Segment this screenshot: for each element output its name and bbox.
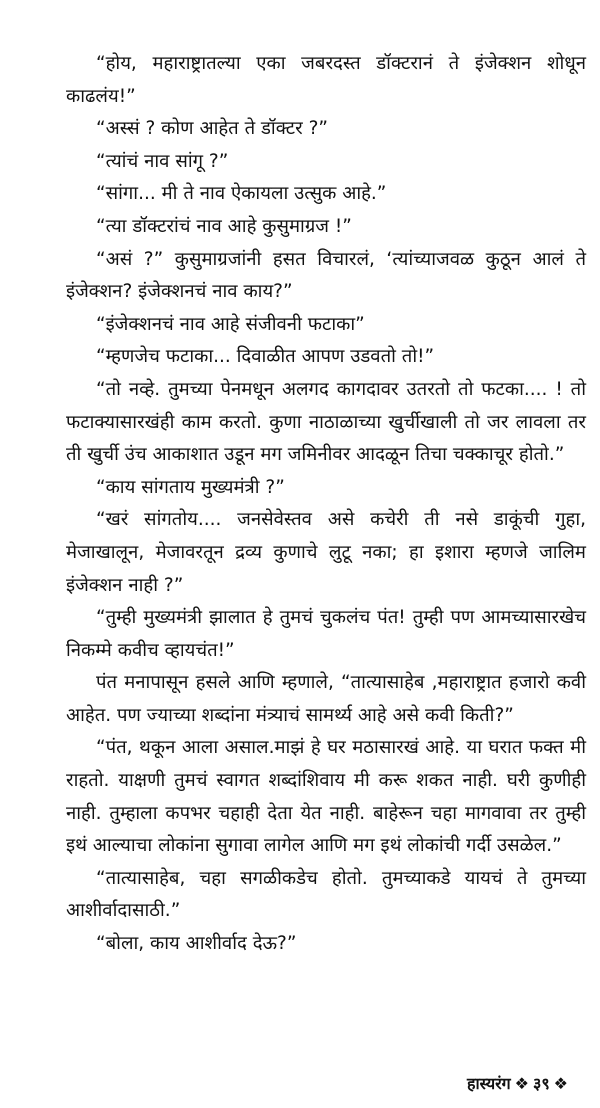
paragraph: “इंजेक्शनचं नाव आहे संजीवनी फटाका” <box>96 313 365 335</box>
paragraph: “म्हणजेच फटाका... दिवाळीत आपण उडवतो तो!” <box>96 346 435 368</box>
paragraph: “तुम्ही मुख्यमंत्री झालात हे तुमचं चुकलंच पंत! तुम्ही पण आमच्यासारखेच निकम्मे कवीच व्हायचंत!” <box>66 607 586 661</box>
paragraph: “अस्सं ? कोण आहेत ते डॉक्टर ?” <box>96 118 328 140</box>
paragraph: “तात्यासाहेब, चहा सगळीकडेच होतो. तुमच्याकडे यायचं ते तुमच्या आशीर्वादासाठी.” <box>66 867 586 922</box>
paragraph: “पंत, थकून आला असाल.माझं हे घर मठासारखं आहे. या घरात फक्त मी राहतो. याक्षणी तुमचं स्वागत शब्दांशिवाय मी करू शकत नाही. घरी कुणीही नाही. तुम्हाला कपभर चहाही देता येत नाही. बाहेरून चहा मागवावा तर तुम्ही इथं आल्याचा लोकांना सुगावा लागेल आणि मग इथं लोकांची गर्दी उसळेल.” <box>66 737 586 857</box>
paragraph: “तो नव्हे. तुमच्या पेनमधून अलगद कागदावर उतरतो तो फटका.... ! तो फटाक्यासारखंही काम करतो. कुणा नाठाळाच्या खुर्चीखाली तो जर लावला तर ती खुर्ची उंच आकाशात उडून मग जमिनीवर आदळून तिचा चक्काचूर होतो.” <box>66 378 586 466</box>
paragraph: “काय सांगताय मुख्यमंत्री ?” <box>96 476 285 498</box>
page-footer <box>467 1072 572 1094</box>
paragraph: पंत मनापासून हसले आणि म्हणाले, “तात्यासाहेब ,महाराष्ट्रात हजारो कवी आहेत. पण ज्याच्या शब्दांना मंत्र्याचं सामर्थ्य आहे असे कवी किती?” <box>66 672 586 726</box>
page-number: ३९ <box>533 1074 550 1093</box>
book-title: हास्यरंग <box>466 1074 511 1093</box>
paragraph: “बोला, काय आशीर्वाद देऊ?” <box>96 933 297 955</box>
paragraph: “होय, महाराष्ट्रातल्या एका जबरदस्त डॉक्टरानं ते इंजेक्शन शोधून काढलंय!” <box>66 53 586 107</box>
paragraph: “खरं सांगतोय.... जनसेवेस्तव असे कचेरी ती नसे डाकूंची गुहा, मेजाखालून, मेजावरतून द्रव्य कुणाचे लुटू नका; हा इशारा म्हणजे जालिम इंजेक्शन नाही ?” <box>66 509 586 596</box>
ornament-icon: ❖ <box>514 1074 530 1093</box>
paragraph: “असं ?” कुसुमाग्रजांनी हसत विचारलं, ‘त्यांच्याजवळ कुठून आलं ते इंजेक्शन? इंजेक्शनचं नाव काय?” <box>66 248 586 303</box>
paragraph: “त्या डॉक्टरांचं नाव आहे कुसुमाग्रज !” <box>96 215 352 237</box>
ornament-icon: ❖ <box>553 1074 568 1093</box>
paragraph: “त्यांचं नाव सांगू ?” <box>96 150 229 172</box>
paragraph: “सांगा... मी ते नाव ऐकायला उत्सुक आहे.” <box>96 183 387 205</box>
